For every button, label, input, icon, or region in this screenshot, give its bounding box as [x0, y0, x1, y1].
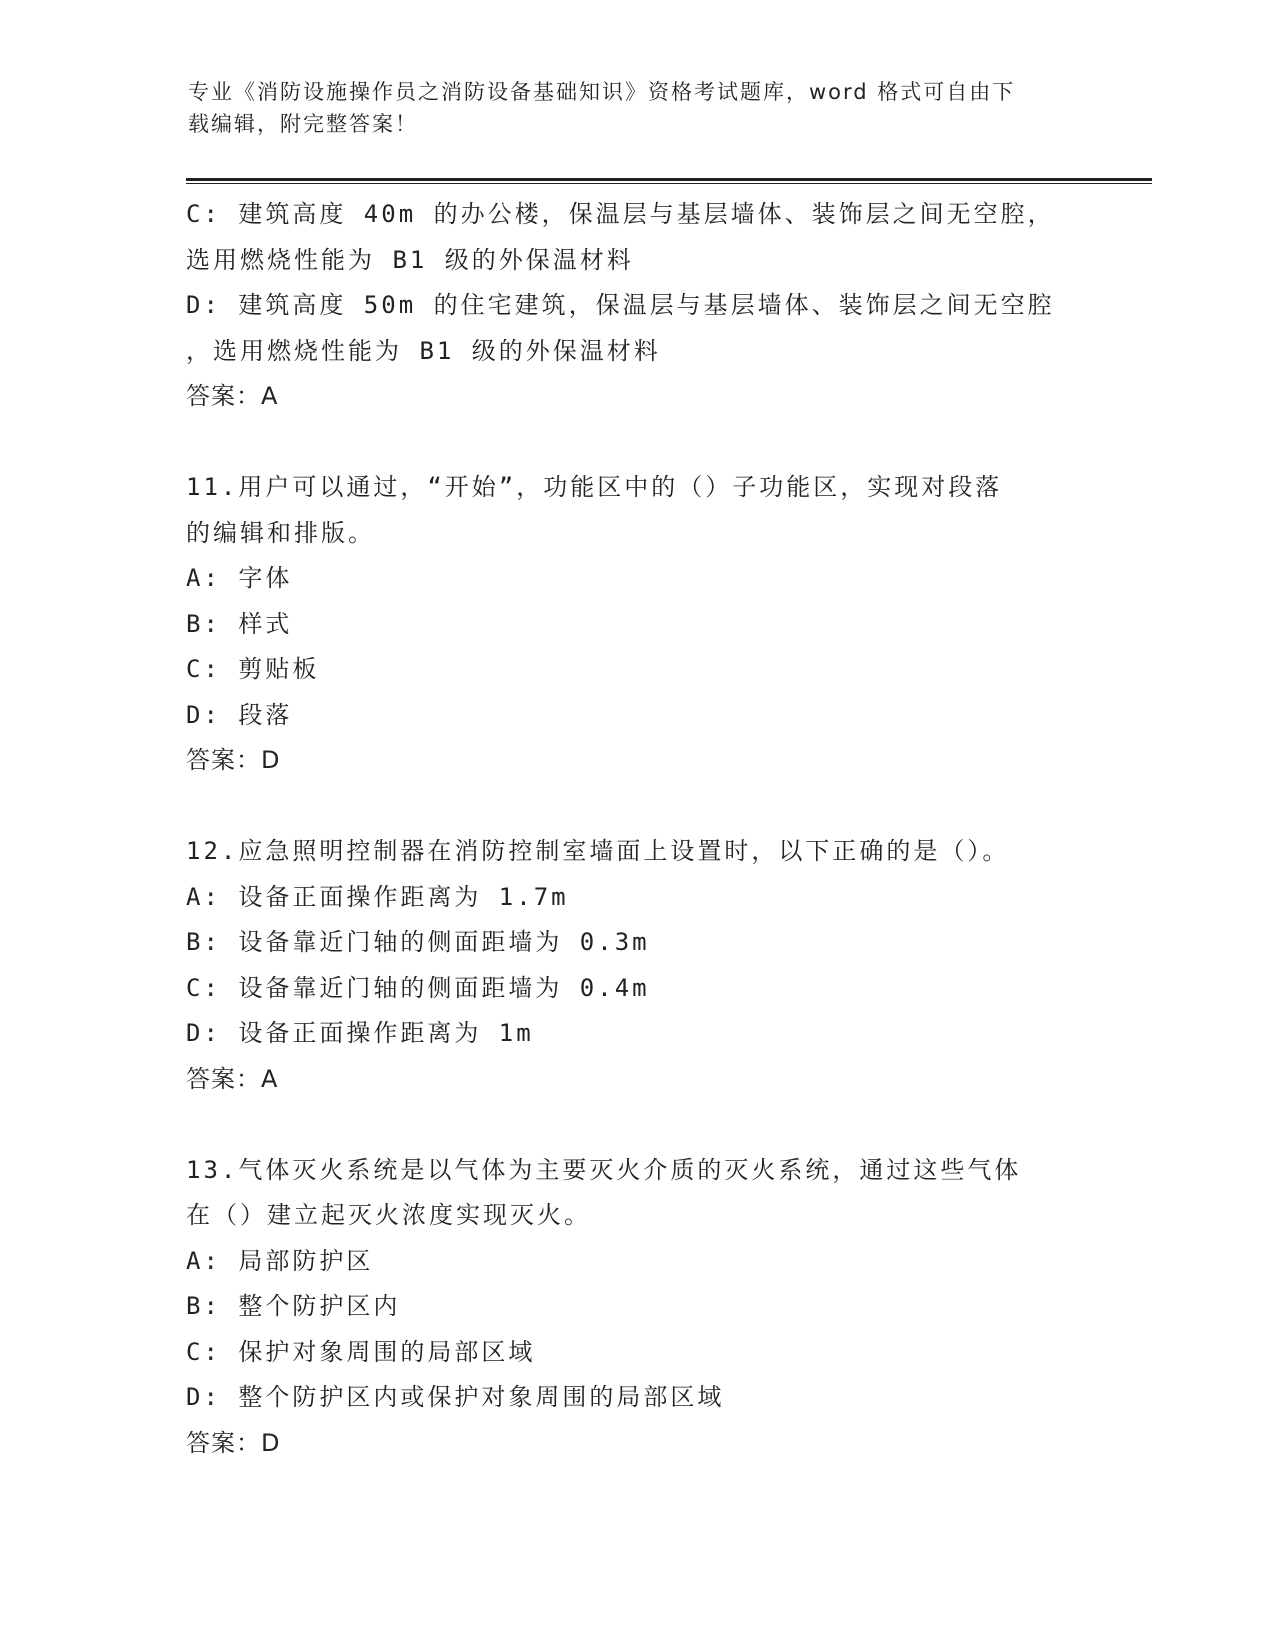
- document-header: [188, 76, 1068, 140]
- option-c-line-1: C: 建筑高度 40m 的办公楼，保温层与基层墙体、装饰层之间无空腔，: [186, 200, 1055, 228]
- spacer: [186, 784, 1086, 830]
- header-rule-thin: [186, 183, 1152, 184]
- option-a: A: 设备正面操作距离为 1.7m: [186, 882, 569, 911]
- spacer: [186, 420, 1086, 466]
- question-stem-line-2: 的编辑和排版。: [186, 518, 375, 547]
- option-b: B: 样式: [186, 609, 293, 638]
- option-c-line-2: 选用燃烧性能为 B1 级的外保温材料: [186, 245, 634, 274]
- question-stem-line-1: 13.气体灭火系统是以气体为主要灭火介质的灭火系统，通过这些气体: [186, 1155, 1022, 1184]
- option-b: B: 设备靠近门轴的侧面距墙为 0.3m: [186, 928, 650, 956]
- question-12: [186, 829, 1086, 1102]
- option-d: D: 设备正面操作距离为 1m: [186, 1019, 534, 1047]
- question-stem-line-1: 12.应急照明控制器在消防控制室墙面上设置时，以下正确的是（）。: [186, 837, 1010, 865]
- header-rule-thick: [186, 178, 1152, 181]
- question-stem-line-1: 11.用户可以通过，“开始”，功能区中的（）子功能区，实现对段落: [186, 473, 1003, 501]
- option-c: C: 设备靠近门轴的侧面距墙为 0.4m: [186, 973, 650, 1002]
- answer: 答案：D: [186, 1428, 281, 1457]
- answer: 答案：D: [186, 746, 281, 774]
- header-line-1: 专业《消防设施操作员之消防设备基础知识》资格考试题库，word 格式可自由下: [188, 80, 1016, 104]
- spacer: [186, 1102, 1086, 1148]
- option-a: A: 局部防护区: [186, 1246, 374, 1275]
- answer: 答案：A: [186, 382, 279, 410]
- option-a: A: 字体: [186, 564, 293, 592]
- question-stem-line-2: 在（）建立起灭火浓度实现灭火。: [186, 1201, 591, 1229]
- option-d-line-2: ，选用燃烧性能为 B1 级的外保温材料: [186, 336, 661, 365]
- option-d: D: 整个防护区内或保护对象周围的局部区域: [186, 1383, 725, 1411]
- question-content: [186, 192, 1086, 1466]
- option-c: C: 剪贴板: [186, 655, 320, 683]
- question-13: [186, 1148, 1086, 1467]
- option-b: B: 整个防护区内: [186, 1292, 401, 1320]
- option-d-line-1: D: 建筑高度 50m 的住宅建筑，保温层与基层墙体、装饰层之间无空腔: [186, 291, 1055, 319]
- header-line-2: 载编辑，附完整答案！: [188, 112, 418, 136]
- question-10-continuation: [186, 192, 1086, 420]
- option-c: C: 保护对象周围的局部区域: [186, 1337, 536, 1366]
- answer: 答案：A: [186, 1064, 279, 1093]
- option-d: D: 段落: [186, 700, 293, 729]
- question-11: [186, 465, 1086, 784]
